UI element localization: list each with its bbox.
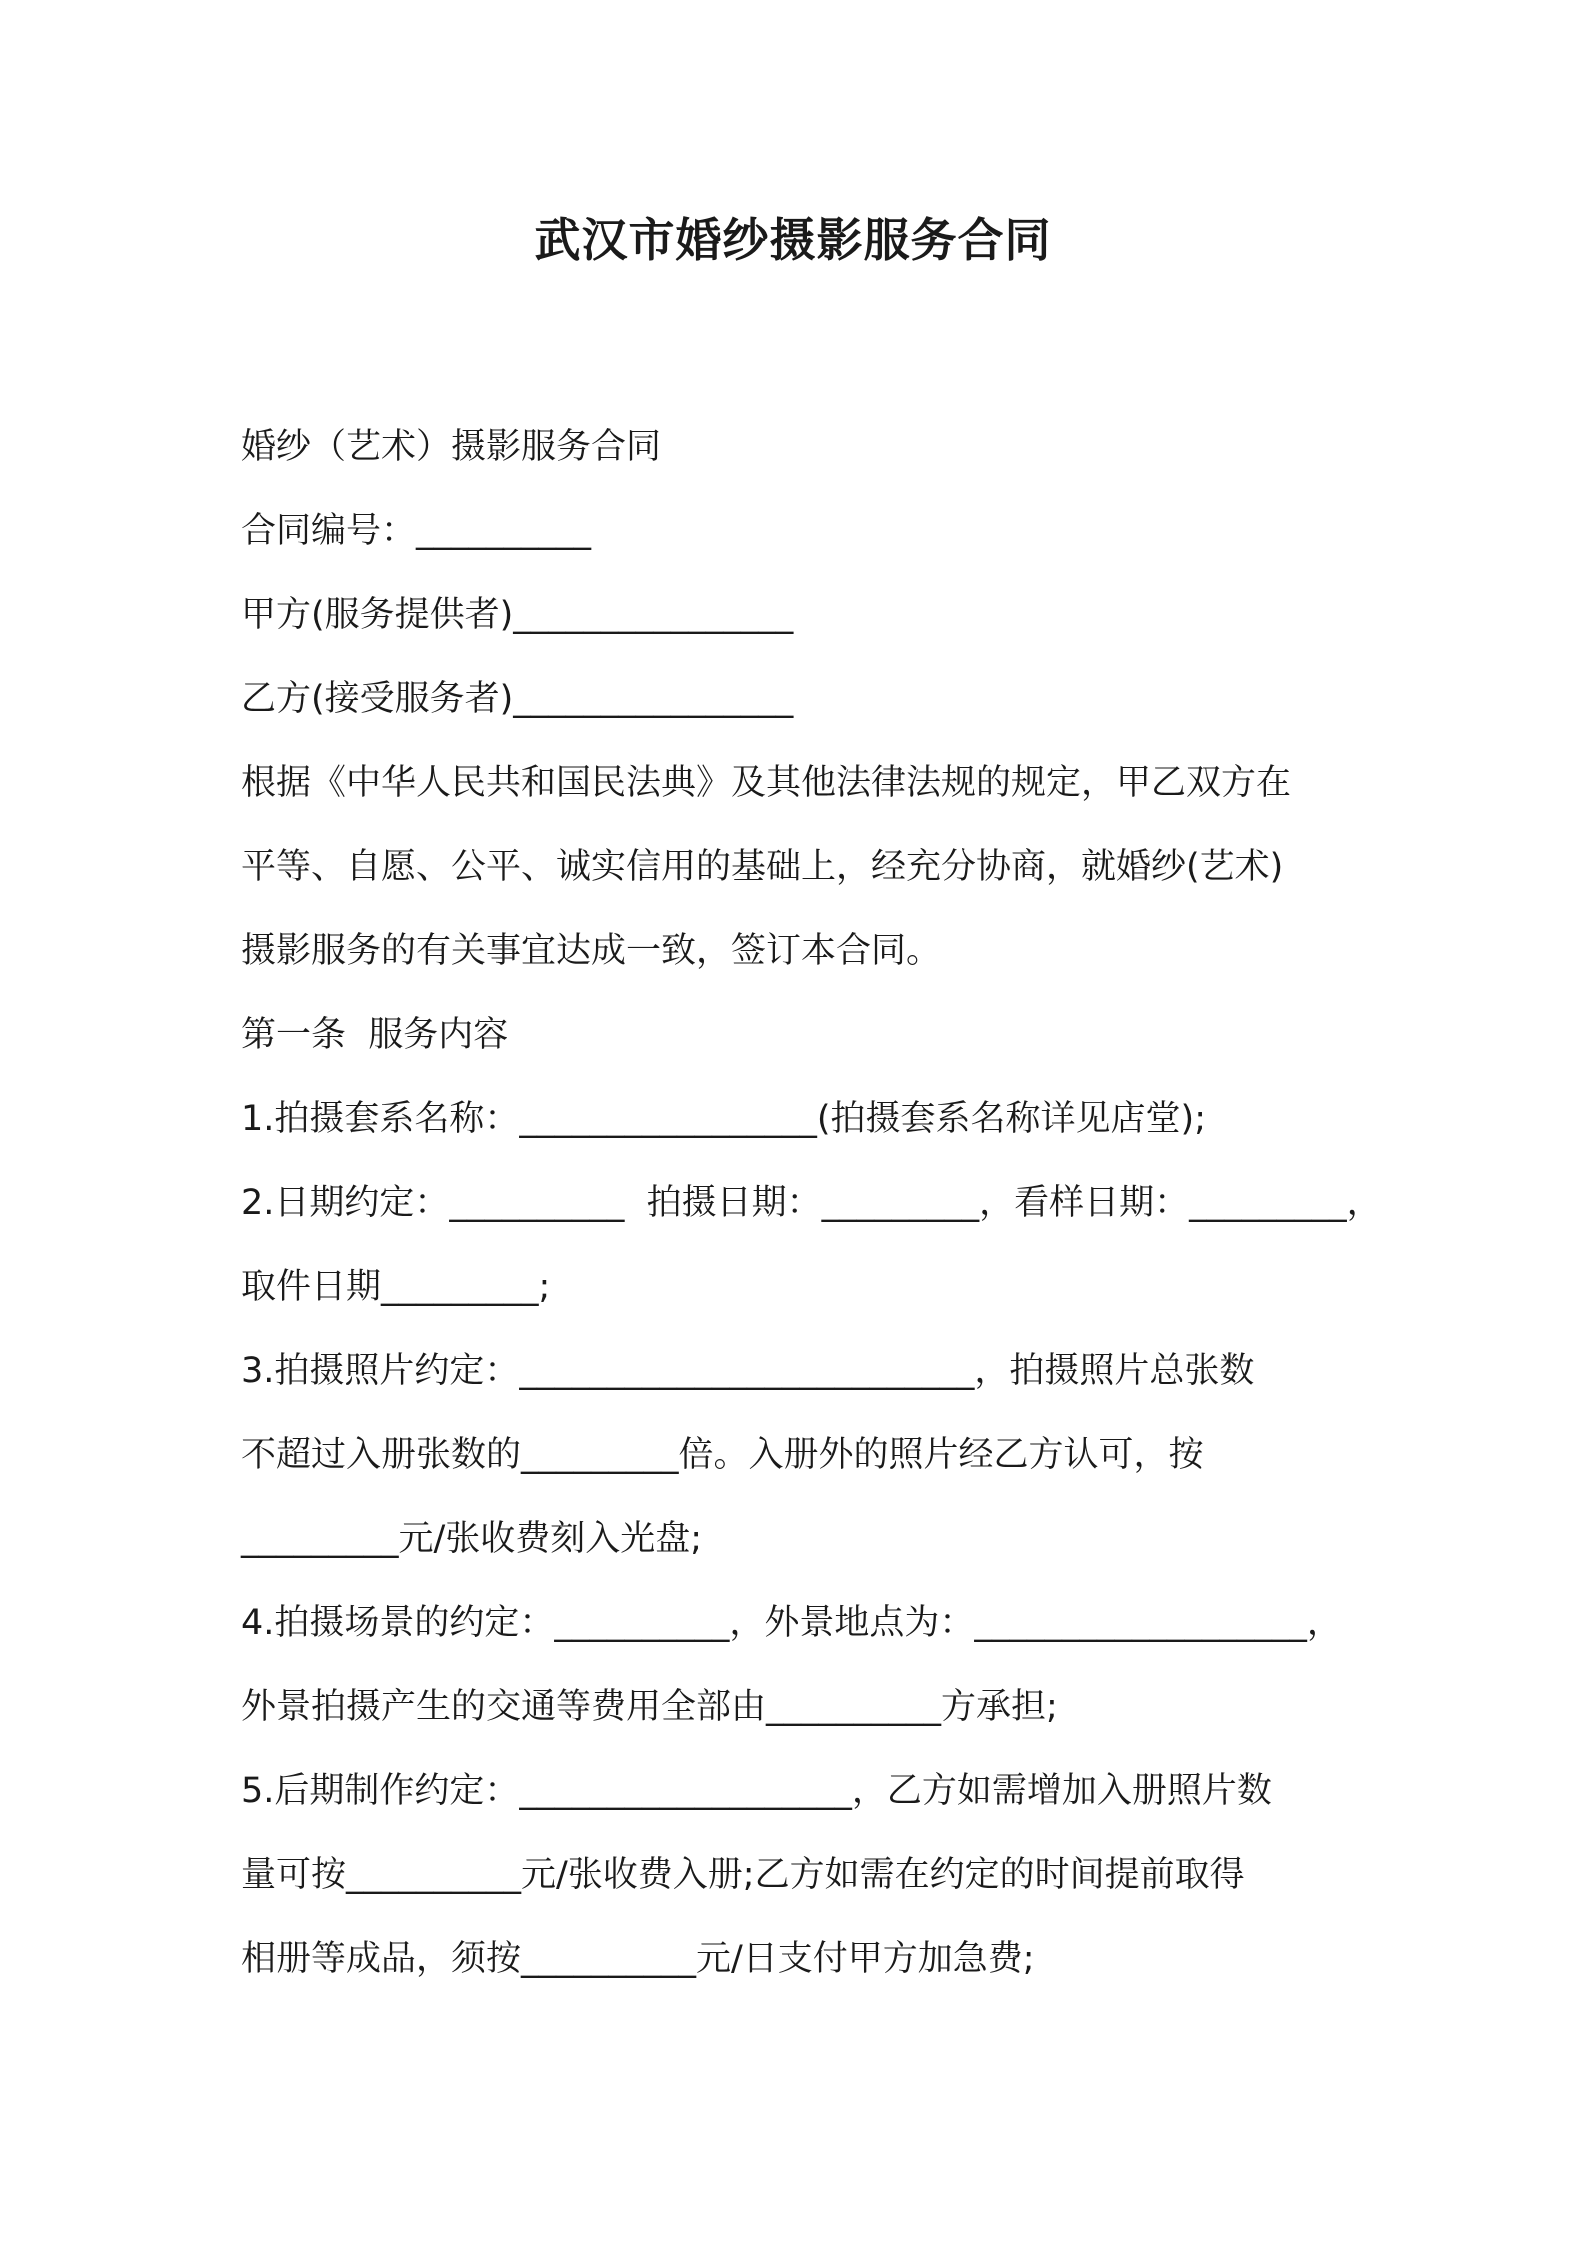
clause-line: 4.拍摄场景的约定：__________，外景地点为：___________________， xyxy=(241,1603,1342,1643)
clause-line: 5.后期制作约定：___________________，乙方如需增加入册照片数 xyxy=(241,1771,1272,1811)
preamble-line: 摄影服务的有关事宜达成一致，签订本合同。 xyxy=(241,931,942,971)
party-b-line: 乙方(接受服务者)________________ xyxy=(241,679,794,719)
contract-number-line: 合同编号：__________ xyxy=(241,511,592,551)
clause-line: 相册等成品，须按__________元/日支付甲方加急费; xyxy=(241,1939,1035,1979)
document-title: 武汉市婚纱摄影服务合同 xyxy=(534,213,1052,267)
article-heading: 第一条 服务内容 xyxy=(241,1015,509,1055)
party-a-line: 甲方(服务提供者)________________ xyxy=(241,595,794,635)
clause-line: 量可按__________元/张收费入册;乙方如需在约定的时间提前取得 xyxy=(241,1855,1245,1895)
preamble-line: 平等、自愿、公平、诚实信用的基础上，经充分协商，就婚纱(艺术) xyxy=(241,847,1284,887)
clause-line: 2.日期约定：__________ 拍摄日期：_________，看样日期：_________， xyxy=(241,1183,1382,1223)
clause-line: _________元/张收费刻入光盘; xyxy=(241,1519,703,1559)
clause-line: 取件日期_________; xyxy=(241,1267,551,1307)
document-body xyxy=(241,405,1382,2001)
clause-line: 不超过入册张数的_________倍。入册外的照片经乙方认可，按 xyxy=(241,1435,1204,1475)
clause-line: 1.拍摄套系名称：_________________(拍摄套系名称详见店堂); xyxy=(241,1099,1206,1139)
clause-line: 3.拍摄照片约定：__________________________，拍摄照片总张数 xyxy=(241,1351,1255,1391)
clause-line: 外景拍摄产生的交通等费用全部由__________方承担; xyxy=(241,1687,1058,1727)
subtitle-line: 婚纱（艺术）摄影服务合同 xyxy=(241,427,662,467)
preamble-line: 根据《中华人民共和国民法典》及其他法律法规的规定，甲乙双方在 xyxy=(241,763,1292,803)
